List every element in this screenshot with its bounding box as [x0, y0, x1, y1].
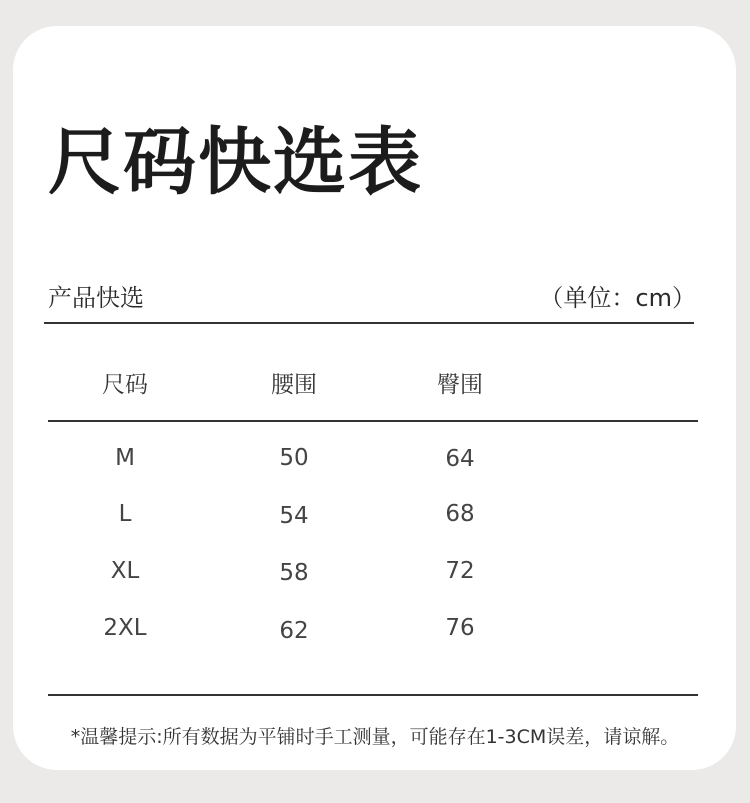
- top-divider: [44, 322, 694, 324]
- page-title: 尺码快选表: [48, 120, 423, 205]
- waist-cell: 54: [279, 503, 309, 529]
- waist-cell: 62: [279, 618, 309, 644]
- hip-cell: 64: [445, 446, 475, 472]
- bottom-divider: [48, 694, 698, 696]
- table-header: [48, 366, 698, 402]
- header-divider: [48, 420, 698, 422]
- hip-cell: 72: [445, 558, 475, 584]
- waist-cell: 58: [279, 560, 309, 586]
- hip-cell: 76: [445, 615, 475, 641]
- hip-cell: 68: [445, 501, 475, 527]
- subtitle-row: [48, 278, 696, 312]
- table-row: [48, 443, 698, 479]
- size-cell: M: [115, 445, 135, 471]
- table-row: [48, 501, 698, 537]
- measurement-note: *温馨提示:所有数据为平铺时手工测量，可能存在1-3CM误差，请谅解。: [70, 726, 680, 748]
- header-hip: 臀围: [437, 372, 483, 398]
- waist-cell: 50: [279, 445, 309, 471]
- size-cell: L: [118, 501, 132, 527]
- size-cell: 2XL: [103, 615, 147, 641]
- header-size: 尺码: [102, 372, 148, 398]
- table-row: [48, 615, 698, 651]
- size-cell: XL: [110, 558, 140, 584]
- table-row: [48, 558, 698, 594]
- section-subtitle: 产品快选: [48, 284, 144, 312]
- header-waist: 腰围: [271, 372, 317, 398]
- unit-label: （单位：cm）: [539, 284, 696, 312]
